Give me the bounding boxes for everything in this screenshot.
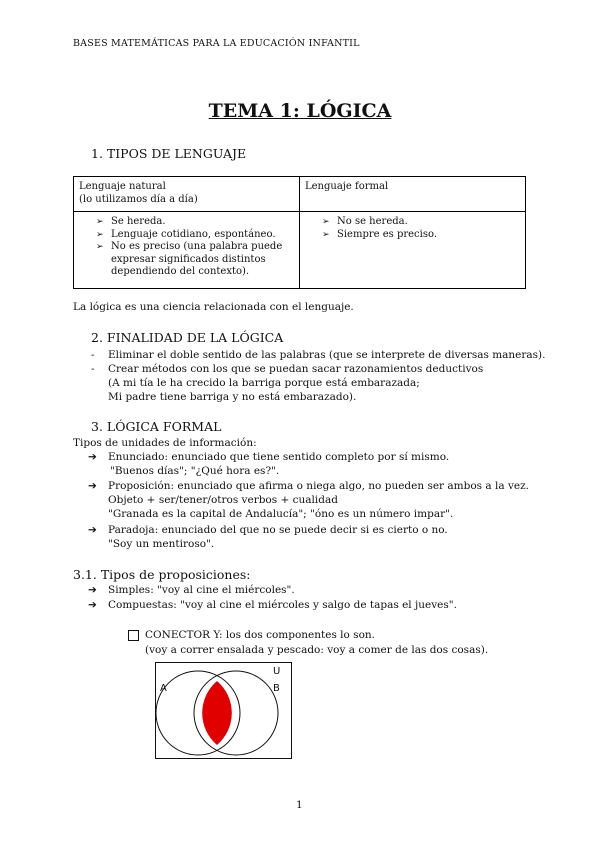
arrowhead-bullet-icon: ➢: [96, 217, 104, 227]
proposition-structure: Objeto + ser/tener/otros verbos + cualidad: [108, 494, 338, 506]
right-arrow-icon: ➔: [88, 599, 97, 611]
section-3-1-heading: 3.1. Tipos de proposiciones:: [73, 567, 251, 582]
right-arrow-icon: ➔: [88, 480, 97, 492]
list-item: ➢ Lenguaje cotidiano, espontáneo.: [96, 228, 276, 240]
proposition-definition: Proposición: enunciado que afirma o niega algo, no pueden ser ambos a la vez.: [108, 480, 529, 492]
formal-language-header: Lenguaje formal: [300, 177, 526, 212]
right-arrow-icon: ➔: [88, 524, 97, 536]
arrowhead-bullet-icon: ➢: [96, 242, 104, 252]
paradox-definition: Paradoja: enunciado del que no se puede decir si es cierto o no.: [108, 524, 448, 536]
connector-and: CONECTOR Y: los dos componentes lo son.: [145, 629, 375, 641]
info-types-intro: Tipos de unidades de información:: [73, 437, 257, 449]
checkbox-icon: [128, 630, 139, 641]
section-3-heading: 3. LÓGICA FORMAL: [91, 419, 222, 434]
right-arrow-icon: ➔: [88, 584, 97, 596]
statement-definition: Enunciado: enunciado que tiene sentido completo por sí mismo.: [108, 451, 450, 463]
venn-svg: [156, 663, 291, 758]
right-arrow-icon: ➔: [88, 451, 97, 463]
intersection-area: [202, 681, 232, 745]
arrowhead-bullet-icon: ➢: [322, 217, 330, 227]
connector-and-example: (voy a correr ensalada y pescado: voy a comer de las dos cosas).: [145, 644, 489, 656]
finality-example-2: Mi padre tiene barriga y no está embarazado).: [108, 391, 357, 403]
arrowhead-bullet-icon: ➢: [96, 229, 104, 240]
finality-example-1: (A mi tía le ha crecido la barriga porque está embarazada;: [108, 377, 420, 389]
list-item: ➢ Siempre es preciso.: [322, 228, 438, 240]
logic-note: La lógica es una ciencia relacionada con el lenguaje.: [73, 301, 354, 313]
proposition-example: "Granada es la capital de Andalucía"; "óno es un número impar".: [108, 508, 454, 520]
set-a-label: A: [160, 683, 167, 694]
statement-example: "Buenos días"; "¿Qué hora es?".: [110, 465, 280, 477]
natural-language-cell: [74, 212, 300, 289]
list-item: ➢ Se hereda.: [96, 216, 166, 227]
finality-item-1: Eliminar el doble sentido de las palabras (que se interprete de diversas maneras).: [108, 349, 546, 361]
universe-label: U: [273, 666, 281, 677]
list-item: ➢ No se hereda.: [322, 216, 408, 227]
finality-item-2: Crear métodos con los que se puedan sacar razonamientos deductivos: [108, 363, 484, 375]
arrowhead-bullet-icon: ➢: [322, 229, 330, 240]
simple-propositions: Simples: "voy al cine el miércoles".: [108, 584, 295, 596]
page-number: 1: [296, 799, 303, 811]
formal-language-cell: [300, 212, 526, 289]
set-b-label: B: [273, 683, 280, 694]
dash-bullet: -: [91, 349, 95, 361]
section-2-heading: 2. FINALIDAD DE LA LÓGICA: [91, 330, 284, 345]
natural-language-header: Lenguaje natural (lo utilizamos día a día): [74, 177, 300, 212]
section-1-heading: 1. TIPOS DE LENGUAJE: [91, 146, 247, 161]
paradox-example: "Soy un mentiroso".: [108, 538, 215, 550]
page-title: TEMA 1: LÓGICA: [208, 100, 392, 122]
language-types-table: [73, 176, 526, 289]
dash-bullet: -: [91, 363, 95, 375]
venn-diagram: [155, 662, 292, 759]
running-header: BASES MATEMÁTICAS PARA LA EDUCACIÓN INFANTIL: [73, 38, 360, 49]
compound-propositions: Compuestas: "voy al cine el miércoles y salgo de tapas el jueves".: [108, 599, 457, 611]
list-item: ➢ No es preciso (una palabra puede expresar significados distintos dependiendo del contexto).: [96, 241, 283, 277]
